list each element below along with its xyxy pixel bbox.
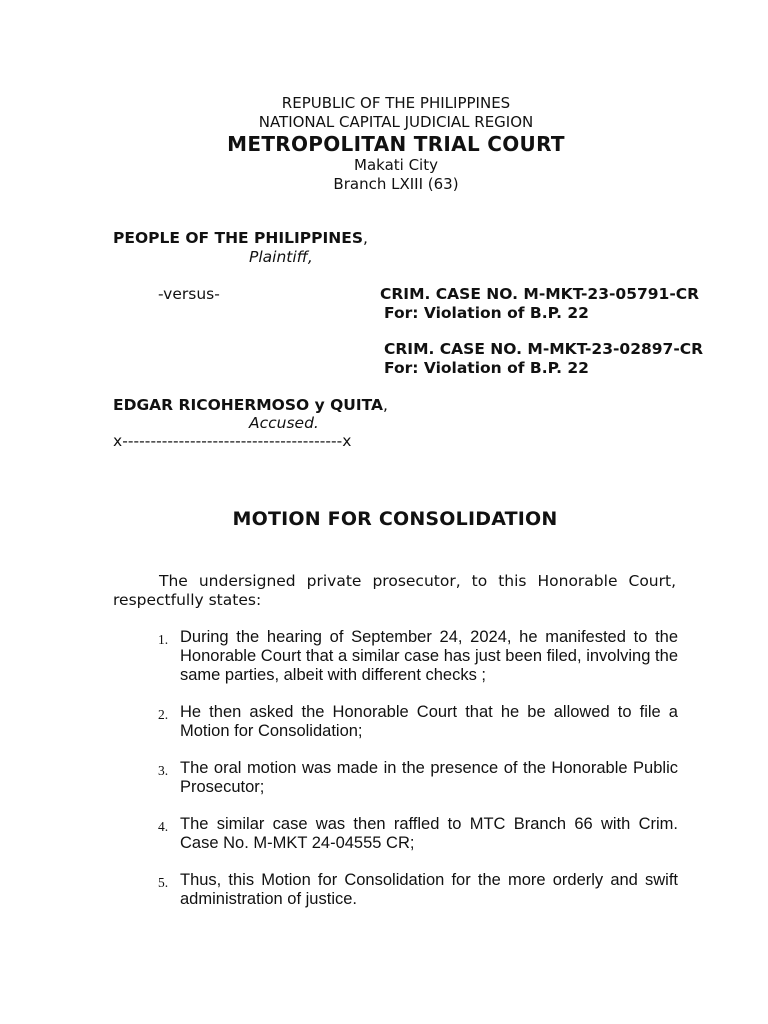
republic-line: REPUBLIC OF THE PHILIPPINES [281, 94, 511, 112]
plaintiff-name: PEOPLE OF THE PHILIPPINES [113, 229, 363, 247]
caption-separator: x---------------------------------------x [113, 432, 352, 450]
plaintiff-line [113, 229, 368, 248]
case-charge-1: For: Violation of B.P. 22 [384, 304, 589, 322]
plaintiff-role: Plaintiff, [249, 248, 313, 266]
region-line: NATIONAL CAPITAL JUDICIAL REGION [258, 113, 534, 131]
list-item [150, 871, 678, 909]
list-item [150, 815, 678, 853]
list-item-text: Thus, this Motion for Consolidation for the more orderly and swift administration of justice. [180, 871, 678, 908]
case-block-2 [384, 340, 703, 378]
case-charge-2: For: Violation of B.P. 22 [384, 359, 589, 377]
branch-line: Branch LXIII (63) [333, 175, 459, 193]
list-item-text: The oral motion was made in the presence of the Honorable Public Prosecutor; [180, 759, 678, 796]
intro-paragraph: The undersigned private prosecutor, to this Honorable Court, respectfully states: [113, 572, 676, 609]
case-number-2: CRIM. CASE NO. M-MKT-23-02897-CR [384, 340, 704, 358]
list-item-number: 5. [158, 875, 169, 890]
list-item-text: The similar case was then raffled to MTC Branch 66 with Crim. Case No. M-MKT 24-04555 CR; [180, 815, 678, 852]
list-item-number: 4. [158, 819, 169, 834]
city-line: Makati City [354, 156, 438, 174]
versus-label: -versus- [158, 285, 220, 303]
motion-title: MOTION FOR CONSOLIDATION [232, 508, 558, 530]
accused-role: Accused. [249, 414, 319, 432]
list-item [150, 703, 678, 741]
court-header [0, 94, 768, 194]
plaintiff-comma: , [363, 229, 368, 247]
list-item-text: During the hearing of September 24, 2024, he manifested to the Honorable Court that a similar case has just been filed, involving the same parties, albeit with different checks ; [180, 628, 678, 684]
list-item [150, 759, 678, 797]
list-item-number: 3. [158, 763, 169, 778]
court-name: METROPOLITAN TRIAL COURT [227, 132, 565, 156]
accused-line [113, 396, 388, 415]
case-number-1: CRIM. CASE NO. M-MKT-23-05791-CR [380, 285, 700, 303]
accused-comma: , [383, 396, 388, 414]
case-block-1 [380, 285, 699, 323]
accused-name: EDGAR RICOHERMOSO y QUITA [113, 396, 383, 414]
list-item [150, 628, 678, 685]
list-item-text: He then asked the Honorable Court that he be allowed to file a Motion for Consolidation; [180, 703, 678, 740]
list-item-number: 2. [158, 707, 169, 722]
list-item-number: 1. [158, 632, 169, 647]
numbered-list [150, 628, 678, 927]
